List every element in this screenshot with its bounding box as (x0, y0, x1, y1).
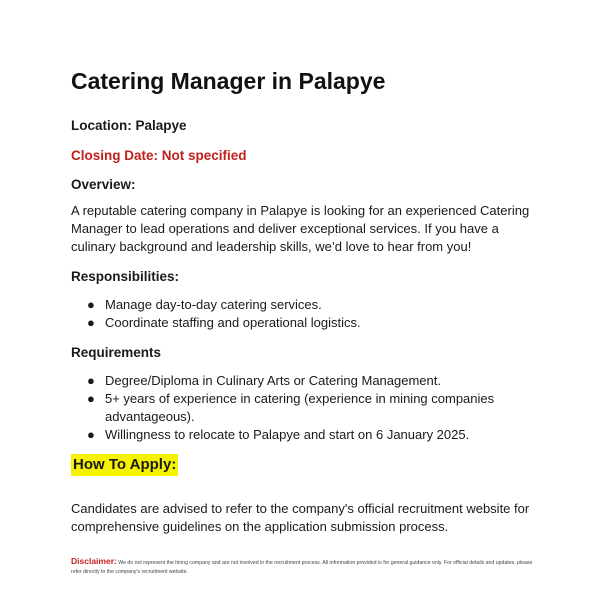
page-title: Catering Manager in Palapye (71, 68, 386, 94)
bullet-icon: ● (87, 427, 95, 442)
list-item (87, 296, 540, 314)
how-to-apply-section (71, 454, 540, 476)
requirements-list (71, 372, 540, 444)
disclaimer-text: We do not represent the hiring company and are not involved in the recruitment process. All information provided is for general guidance only. For official details and updates, please refer directly to the company's recruitment website. (71, 560, 533, 575)
closing-date-line: Closing Date: Not specified (71, 148, 247, 163)
list-item-text: Manage day-to-day catering services. (105, 297, 322, 312)
list-item-text: 5+ years of experience in catering (experience in mining companies advantageous). (105, 391, 495, 424)
overview-text: A reputable catering company in Palapye is looking for an experienced Catering Manager to lead operations and deliver exceptional services. If you have a culinary background and leadership skills, we’d love to hear from you! (71, 203, 530, 254)
list-item-text: Willingness to relocate to Palapye and start on 6 January 2025. (105, 427, 470, 442)
responsibilities-list (71, 296, 540, 332)
disclaimer (71, 557, 540, 577)
bullet-icon: ● (87, 373, 95, 388)
disclaimer-label: Disclaimer: (71, 556, 117, 566)
bullet-icon: ● (87, 391, 95, 406)
list-item (87, 372, 540, 390)
bullet-icon: ● (87, 297, 95, 312)
bullet-icon: ● (87, 315, 95, 330)
overview-heading: Overview: (71, 177, 136, 192)
how-to-apply-text: Candidates are advised to refer to the company's official recruitment website for comprehensive guidelines on the application submission process. (71, 501, 530, 534)
list-item-text: Coordinate staffing and operational logistics. (105, 315, 361, 330)
how-to-apply-heading: How To Apply: (71, 454, 178, 476)
list-item-text: Degree/Diploma in Culinary Arts or Catering Management. (105, 373, 441, 388)
requirements-heading: Requirements (71, 345, 162, 360)
list-item (87, 390, 540, 426)
list-item (87, 426, 540, 444)
responsibilities-heading: Responsibilities: (71, 269, 180, 284)
location-line: Location: Palapye (71, 118, 187, 133)
list-item (87, 314, 540, 332)
